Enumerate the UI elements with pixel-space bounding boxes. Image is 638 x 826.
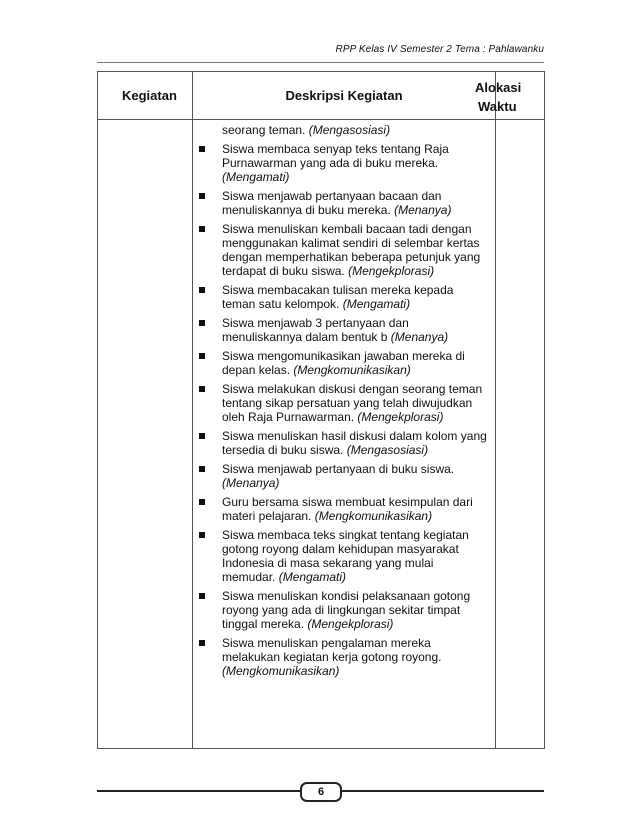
activity-text: Siswa menjawab pertanyaan bacaan dan menuliskannya di buku mereka. xyxy=(222,189,442,217)
activity-item xyxy=(193,528,495,584)
column-header-alokasi xyxy=(475,72,545,120)
square-bullet-icon xyxy=(199,386,205,392)
activity-item xyxy=(193,349,495,377)
activity-item xyxy=(193,429,495,457)
activity-item xyxy=(193,316,495,344)
activity-text: Siswa membacakan tulisan mereka kepada teman satu kelompok. xyxy=(222,283,454,311)
square-bullet-icon xyxy=(199,466,205,472)
square-bullet-icon xyxy=(199,287,205,293)
alokasi-line2: Waktu xyxy=(478,99,517,114)
square-bullet-icon xyxy=(199,226,205,232)
activity-item xyxy=(193,283,495,311)
footer-line-right xyxy=(338,790,544,792)
page-number: 6 xyxy=(300,782,342,802)
activity-tag: (Mengekplorasi) xyxy=(357,410,444,424)
activity-text: Siswa menuliskan pengalaman mereka melakukan kegiatan kerja gotong royong. xyxy=(222,636,442,664)
square-bullet-icon xyxy=(199,433,205,439)
page-header: RPP Kelas IV Semester 2 Tema : Pahlawanku xyxy=(335,44,544,55)
alokasi-line1: Alokasi xyxy=(475,80,522,95)
activity-tag: (Mengkomunikasikan) xyxy=(222,664,340,678)
activity-tag: (Mengkomunikasikan) xyxy=(314,509,433,523)
activity-item xyxy=(193,222,495,278)
activity-tag: (Menanya) xyxy=(222,476,280,490)
activity-tag: (Mengamati) xyxy=(278,570,347,584)
activity-tag: (Mengasosiasi) xyxy=(346,443,429,457)
activity-item xyxy=(193,142,495,184)
activity-text: Siswa menjawab pertanyaan di buku siswa. xyxy=(222,462,455,476)
square-bullet-icon xyxy=(199,499,205,505)
activity-item xyxy=(193,636,495,678)
square-bullet-icon xyxy=(199,146,205,152)
activity-tag: (Mengamati) xyxy=(342,297,411,311)
square-bullet-icon xyxy=(199,353,205,359)
square-bullet-icon xyxy=(199,320,205,326)
alokasi-cell xyxy=(496,120,545,749)
continued-line xyxy=(193,120,495,137)
footer-line-left xyxy=(97,790,300,792)
table-header-row xyxy=(98,72,545,120)
activity-text: Siswa menuliskan kembali bacaan tadi dengan menggunakan kalimat sendiri di selembar kertas dengan memperhatikan beberapa petunjuk yang terdapat di buku siswa. xyxy=(222,222,481,278)
activity-text: Siswa menjawab 3 pertanyaan dan menuliskannya dalam bentuk b xyxy=(222,316,409,344)
activity-item xyxy=(193,189,495,217)
continued-tag: (Mengasosiasi) xyxy=(308,123,391,137)
activity-text: Guru bersama siswa membuat kesimpulan dari materi pelajaran. xyxy=(222,495,473,523)
activity-list xyxy=(193,142,495,678)
square-bullet-icon xyxy=(199,593,205,599)
continued-text: seorang teman. xyxy=(222,123,309,137)
activity-tag: (Mengkomunikasikan) xyxy=(293,363,411,377)
activity-text: Siswa melakukan diskusi dengan seorang teman tentang sikap persatuan yang telah diwujudkan oleh Raja Purnawarman. xyxy=(222,382,483,424)
column-header-deskripsi: Deskripsi Kegiatan xyxy=(193,72,496,120)
square-bullet-icon xyxy=(199,640,205,646)
activity-tag: (Mengekplorasi) xyxy=(348,264,435,278)
activity-tag: (Menanya) xyxy=(394,203,452,217)
kegiatan-cell xyxy=(98,120,193,749)
activity-text: Siswa mengomunikasikan jawaban mereka di depan kelas. xyxy=(222,349,465,377)
activity-tag: (Mengekplorasi) xyxy=(307,617,394,631)
column-header-kegiatan: Kegiatan xyxy=(98,72,193,120)
activity-item xyxy=(193,589,495,631)
activity-text: Siswa membaca teks singkat tentang kegiatan gotong royong dalam kehidupan masyarakat Indonesia di masa sekarang yang mulai memudar. xyxy=(222,528,469,584)
activity-item xyxy=(193,382,495,424)
table-body-row xyxy=(98,120,545,749)
activity-text: Siswa membaca senyap teks tentang Raja Purnawarman yang ada di buku mereka. xyxy=(222,142,449,170)
activity-tag: (Menanya) xyxy=(390,330,449,344)
rpp-activity-table xyxy=(97,71,545,749)
activity-item xyxy=(193,495,495,523)
activity-text: Siswa menuliskan hasil diskusi dalam kolom yang tersedia di buku siswa. xyxy=(222,429,487,457)
square-bullet-icon xyxy=(199,532,205,538)
square-bullet-icon xyxy=(199,193,205,199)
activity-item xyxy=(193,462,495,490)
deskripsi-cell xyxy=(193,120,496,749)
header-divider xyxy=(97,62,544,63)
activity-text: Siswa menuliskan kondisi pelaksanaan gotong royong yang ada di lingkungan sekitar timpat tinggal mereka. xyxy=(222,589,471,631)
activity-tag: (Mengamati) xyxy=(222,170,290,184)
